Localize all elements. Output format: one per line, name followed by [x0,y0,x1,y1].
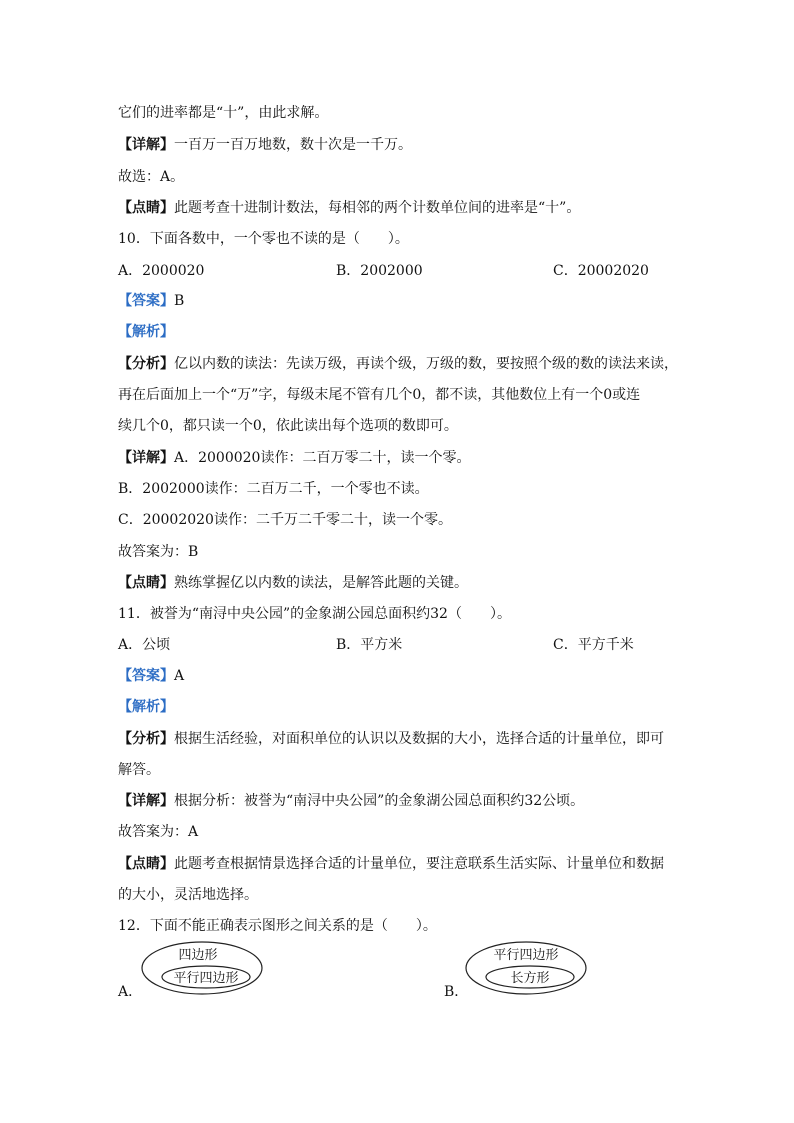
q10-conclusion: 故答案为：B [118,544,199,560]
text-line: 故选：A。 [118,169,185,185]
outer-set-label: 四边形 [178,948,218,963]
q11-conclusion: 故答案为：A [118,824,199,840]
q12-option-a-label: A． [118,984,143,1000]
outer-set-label: 平行四边形 [493,948,559,963]
q10-fenxi-line: 续几个0，都只读一个0，依此读出每个选项的数即可。 [118,418,458,434]
q10-option-c: C．20002020 [553,263,649,279]
q10-xiangjie-line: 【详解】A．2000020读作：二百万零二十，读一个零。 [118,450,471,466]
q10-option-a: A．2000020 [118,263,205,279]
q10-fenxi-line: 【分析】亿以内数的读法：先读万级，再读个级，万级的数，要按照个级的数的读法来读， [118,356,678,372]
q11-xiangjie: 【详解】根据分析：被誉为“南浔中央公园”的金象湖公园总面积约32公顷。 [118,793,585,809]
q10-dianjing: 【点睛】熟练掌握亿以内数的读法，是解答此题的关键。 [118,575,468,591]
text-line: 【详解】一百万一百万地数，数十次是一千万。 [118,137,412,153]
q12-option-b-diagram [464,940,589,1000]
q12-option-b-label: B． [444,984,469,1000]
q11-analysis-heading: 【解析】 [118,699,174,715]
q11-option-c: C．平方千米 [553,637,634,653]
q11-dianjing-line: 【点睛】此题考查根据情景选择合适的计量单位，要注意联系生活实际、计量单位和数据 [118,856,664,872]
q10-xiangjie-line: B．2002000读作：二百万二千，一个零也不读。 [118,481,429,497]
q10-option-b: B．2002000 [336,263,423,279]
q11-fenxi-line: 解答。 [118,762,160,778]
q10-fenxi-line: 再在后面加上一个“万”字，每级末尾不管有几个0，都不读，其他数位上有一个0或连 [118,387,641,403]
q11-fenxi-line: 【分析】根据生活经验，对面积单位的认识以及数据的大小，选择合适的计量单位，即可 [118,731,664,747]
q10-xiangjie-line: C．20002020读作：二千万二千零二十，读一个零。 [118,512,452,528]
question-10-stem: 10．下面各数中，一个零也不读的是（ ）。 [118,231,409,247]
q11-option-a: A．公顷 [118,637,171,653]
q10-analysis-heading: 【解析】 [118,324,174,340]
text-line: 【点睛】此题考查十进制计数法，每相邻的两个计数单位间的进率是“十”。 [118,200,581,216]
inner-set-label: 平行四边形 [173,971,239,986]
q10-answer: 【答案】B [118,293,185,309]
q11-dianjing-line: 的大小，灵活地选择。 [118,887,258,903]
q11-option-b: B．平方米 [336,637,403,653]
inner-set-label: 长方形 [510,971,550,986]
q12-option-a-diagram [140,940,265,1000]
text-line: 它们的进率都是“十”，由此求解。 [118,105,329,121]
question-12-stem: 12．下面不能正确表示图形之间关系的是（ ）。 [118,918,437,934]
q11-answer: 【答案】A [118,668,185,684]
question-11-stem: 11．被誉为“南浔中央公园”的金象湖公园总面积约32（ ）。 [118,606,511,622]
